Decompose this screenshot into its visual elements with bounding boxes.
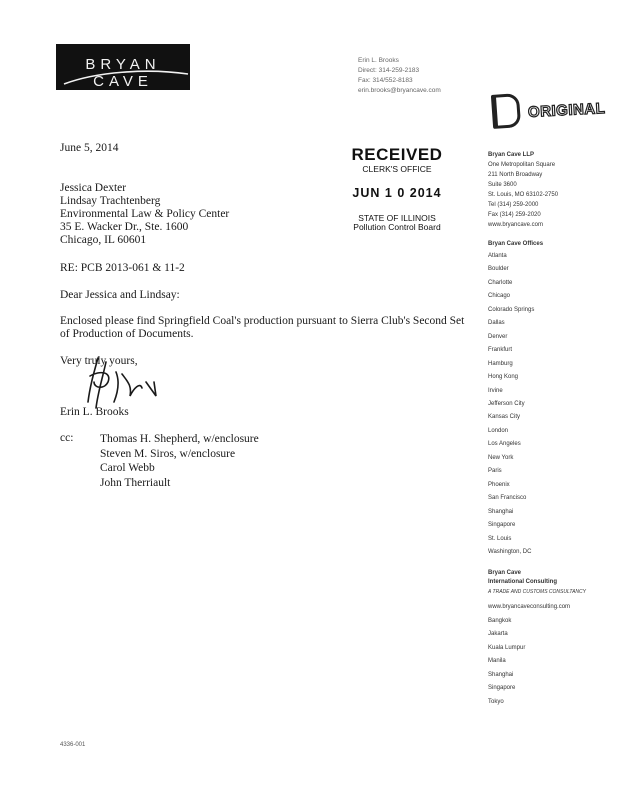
received-board: Pollution Control Board	[353, 222, 441, 232]
re-line: RE: PCB 2013-061 & 11-2	[60, 262, 185, 274]
firm-address-block	[488, 150, 606, 230]
received-state: STATE OF ILLINOIS	[358, 213, 436, 223]
office-item: Jefferson City	[488, 400, 525, 407]
received-date: JUN 1 0 2014	[352, 186, 442, 200]
firm-line: 211 North Broadway	[488, 172, 543, 178]
intl-office-item: Kuala Lumpur	[488, 644, 526, 651]
salutation: Dear Jessica and Lindsay:	[60, 289, 180, 301]
office-item: Denver	[488, 333, 508, 340]
offices-heading: Bryan Cave Offices	[488, 241, 544, 247]
office-item: Shanghai	[488, 508, 514, 515]
intl-office-list	[488, 615, 606, 709]
intl-tagline: A TRADE AND CUSTOMS CONSULTANCY	[488, 589, 586, 596]
footer-document-code: 4336-001	[60, 742, 86, 748]
intl-office-item: Singapore	[488, 685, 516, 692]
author-contact-block	[358, 56, 468, 96]
logo-swoosh-icon	[56, 44, 190, 90]
original-stamp-text: ORIGINAL	[527, 99, 606, 122]
cc-label: cc:	[60, 432, 74, 444]
office-item: Charlotte	[488, 279, 513, 286]
cc-recipient: Steven M. Siros, w/enclosure	[100, 447, 236, 460]
firm-line: Fax (314) 259-2020	[488, 212, 541, 218]
office-item: Dallas	[488, 320, 505, 327]
original-stamp	[490, 92, 606, 132]
office-item: Singapore	[488, 522, 516, 529]
logo-text: BRYAN CAVE	[85, 56, 161, 90]
firm-line: One Metropolitan Square	[488, 162, 556, 168]
address-line: Environmental Law & Policy Center	[60, 208, 230, 220]
recipient-address	[60, 182, 229, 247]
cc-recipient: Thomas H. Shepherd, w/enclosure	[100, 433, 259, 445]
firm-website: www.bryancave.com	[488, 222, 544, 228]
letter-date: June 5, 2014	[60, 142, 119, 154]
address-line: Jessica Dexter	[60, 182, 127, 194]
office-item: Washington, DC	[488, 548, 532, 555]
handwritten-signature-icon	[76, 352, 166, 412]
office-item: Los Angeles	[488, 441, 521, 448]
office-list	[488, 250, 606, 559]
cc-recipient: Carol Webb	[100, 462, 155, 474]
office-item: Boulder	[488, 266, 509, 273]
intl-office-item: Bangkok	[488, 617, 512, 624]
intl-website: www.bryancaveconsulting.com	[488, 604, 571, 611]
received-stamp	[338, 146, 456, 232]
intl-office-item: Shanghai	[488, 671, 514, 678]
intl-office-item: Manila	[488, 658, 506, 665]
bryan-cave-logo	[56, 44, 190, 90]
intl-office-item: Jakarta	[488, 631, 508, 638]
author-name: Erin L. Brooks	[358, 57, 399, 64]
cc-recipient-list	[100, 432, 259, 490]
firm-line: St. Louis, MO 63102-2750	[488, 192, 559, 198]
closing: Very truly yours,	[60, 355, 138, 367]
office-item: Colorado Springs	[488, 306, 535, 313]
intl-subheading: International Consulting	[488, 579, 557, 586]
received-title: RECEIVED	[351, 145, 443, 164]
author-fax: Fax: 314/552-8183	[358, 77, 413, 84]
intl-heading: Bryan Cave	[488, 570, 522, 577]
office-item: San Francisco	[488, 495, 527, 502]
original-d-mark-icon	[491, 93, 521, 129]
firm-sidebar	[488, 150, 606, 709]
office-item: Phoenix	[488, 481, 510, 488]
firm-name: Bryan Cave LLP	[488, 152, 535, 158]
firm-line: Suite 3600	[488, 182, 517, 188]
received-office: CLERK'S OFFICE	[362, 164, 432, 174]
cc-recipient: John Therriault	[100, 476, 171, 489]
address-line: Lindsay Trachtenberg	[60, 195, 161, 207]
address-line: Chicago, IL 60601	[60, 234, 147, 246]
office-item: London	[488, 427, 509, 434]
office-item: Frankfurt	[488, 347, 513, 354]
office-item: Kansas City	[488, 414, 521, 421]
office-item: New York	[488, 454, 514, 461]
office-item: Atlanta	[488, 253, 507, 259]
firm-line: Tel (314) 259-2000	[488, 202, 539, 208]
office-item: Paris	[488, 468, 502, 475]
author-email: erin.brooks@bryancave.com	[358, 87, 441, 94]
letter-body: Enclosed please find Springfield Coal's production pursuant to Sierra Club's Second Set of Production of Documents.	[60, 315, 465, 340]
address-line: 35 E. Wacker Dr., Ste. 1600	[60, 221, 189, 233]
office-item: Irvine	[488, 387, 503, 394]
office-item: Hamburg	[488, 360, 513, 367]
office-item: Chicago	[488, 293, 511, 300]
signer-name: Erin L. Brooks	[60, 406, 129, 418]
author-direct: Direct: 314-259-2183	[358, 67, 420, 74]
office-item: Hong Kong	[488, 374, 519, 381]
intl-office-item: Tokyo	[488, 698, 504, 705]
office-item: St. Louis	[488, 535, 512, 542]
